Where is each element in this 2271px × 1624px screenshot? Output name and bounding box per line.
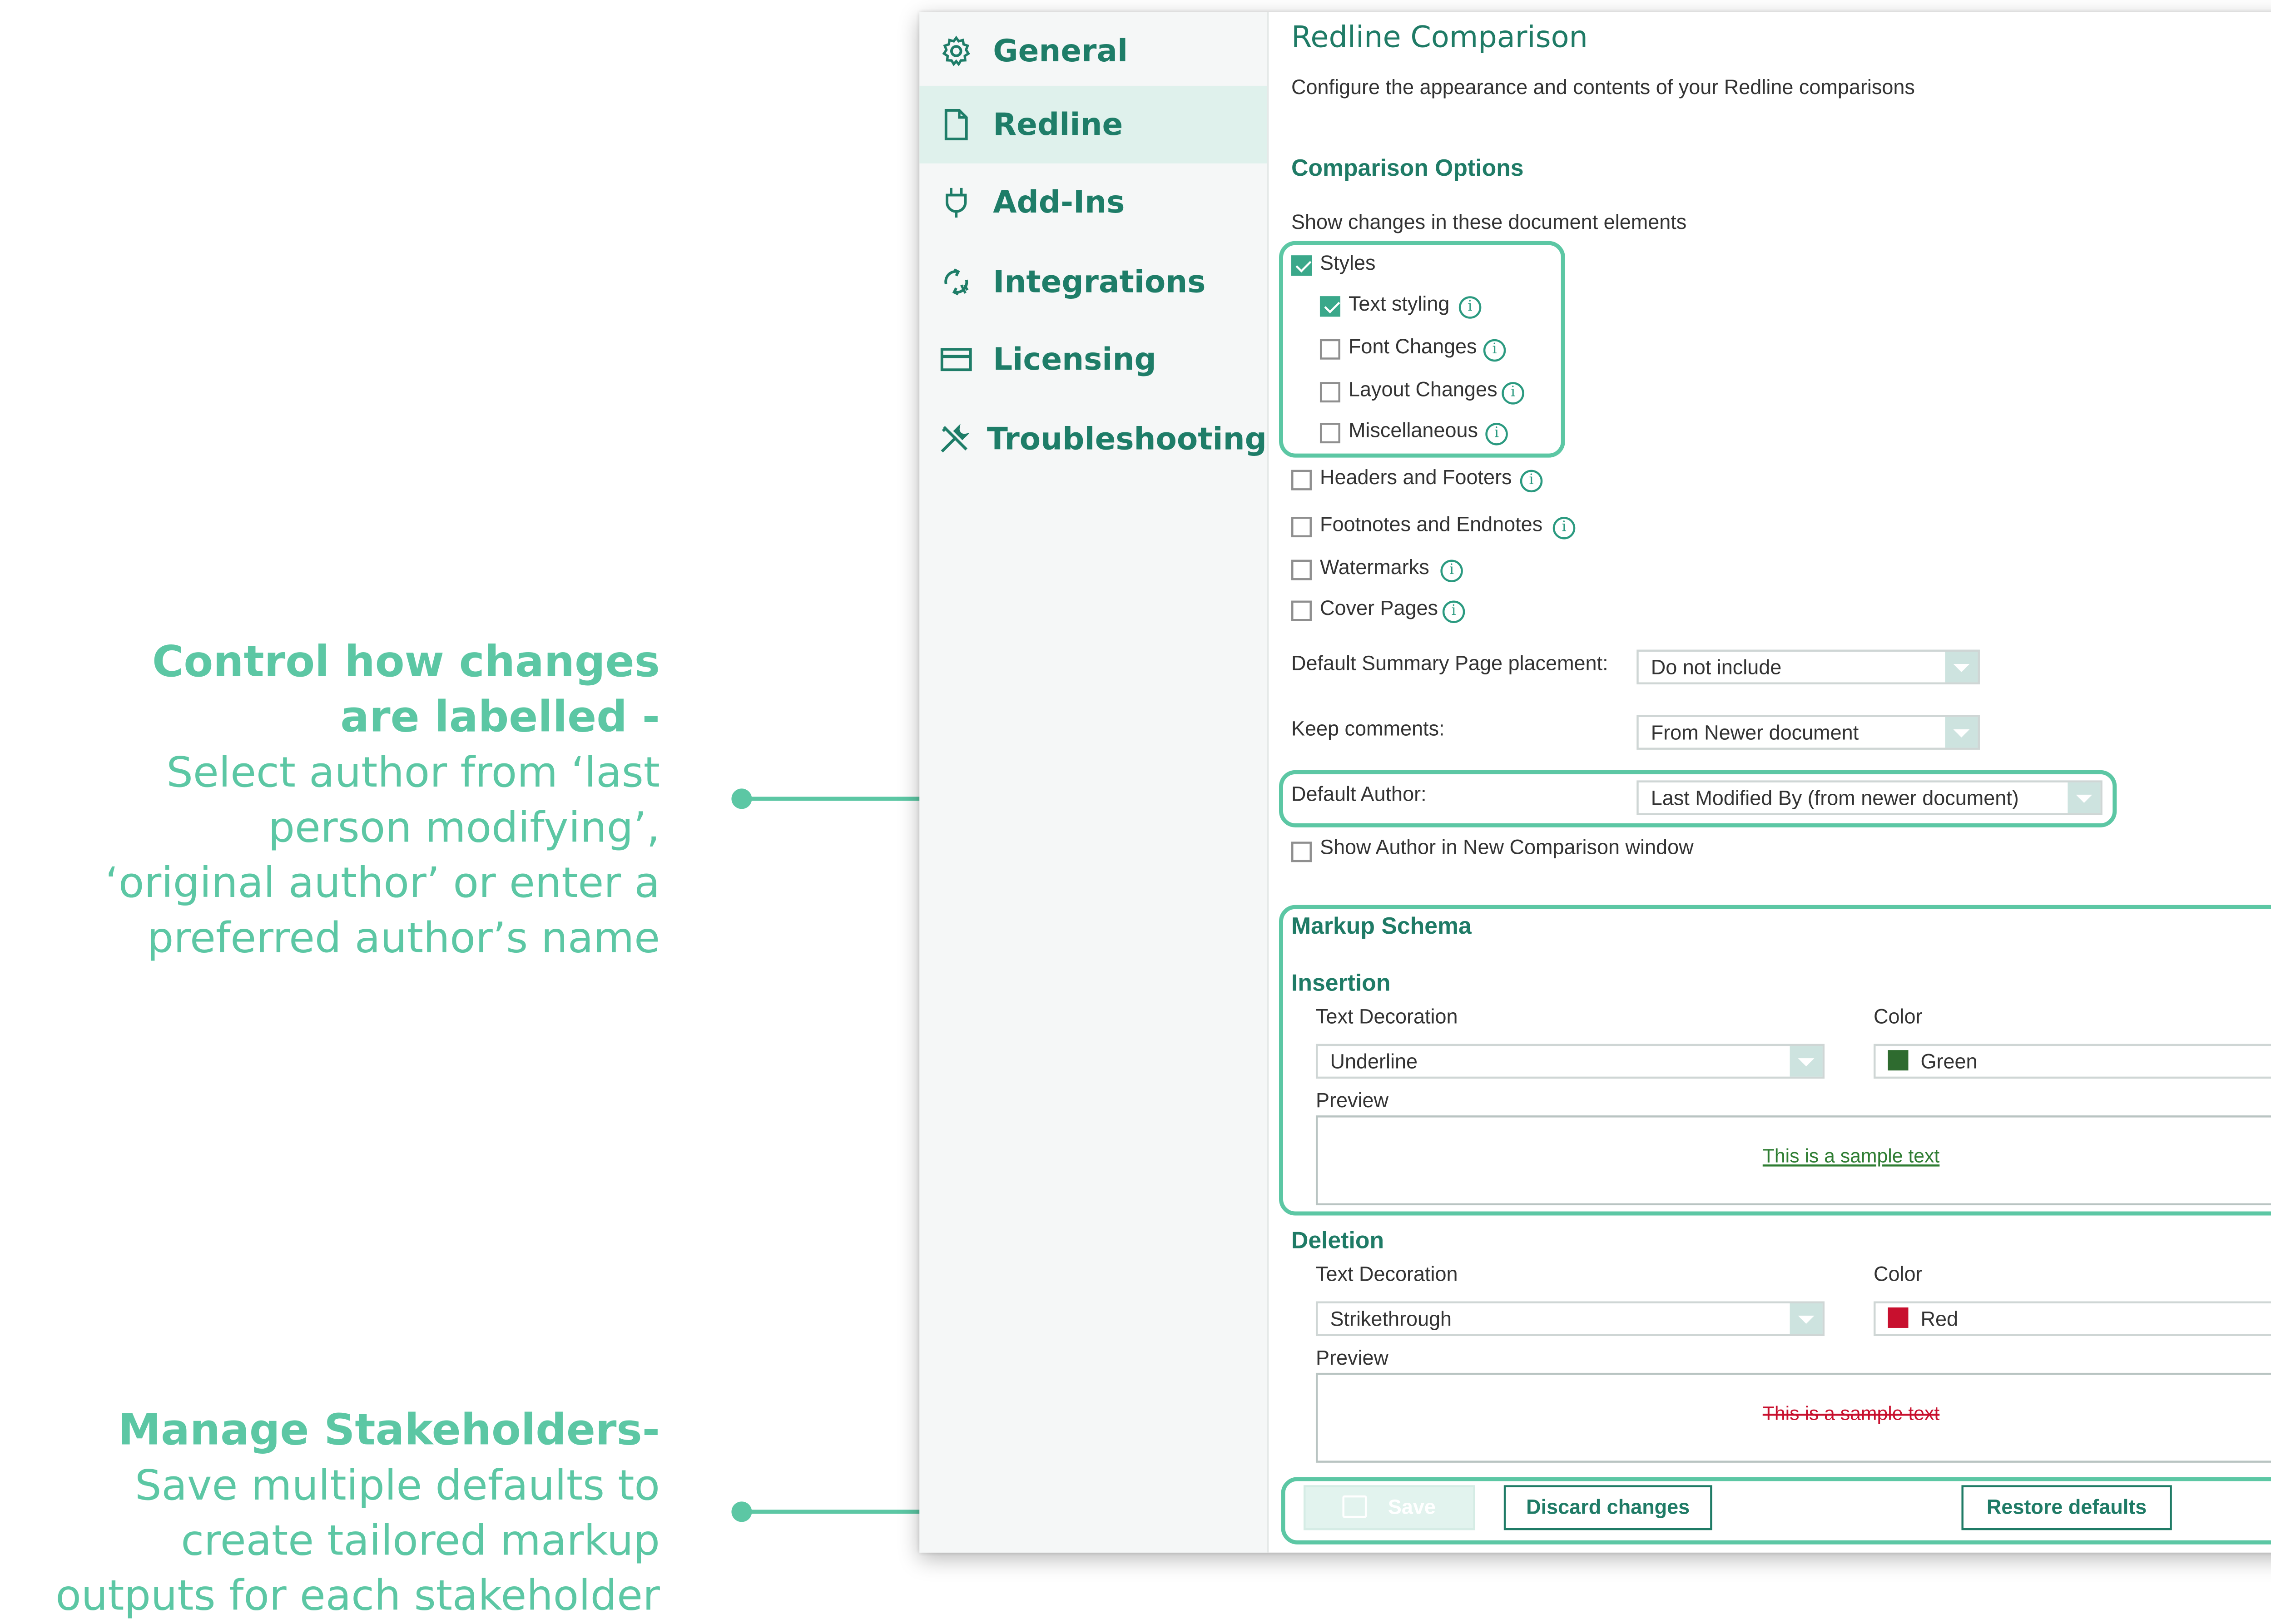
annotation-text: Select author from ‘last bbox=[166, 748, 660, 797]
sidebar-item-licensing[interactable] bbox=[919, 321, 1267, 398]
field-label: Text Decoration bbox=[1315, 1264, 1458, 1287]
field-label: Keep comments: bbox=[1291, 719, 1445, 742]
annotation-text: Save multiple defaults to bbox=[134, 1461, 660, 1510]
field-label: Preview bbox=[1315, 1091, 1389, 1114]
color-swatch bbox=[1888, 1308, 1909, 1329]
sidebar-item-troubleshooting[interactable] bbox=[919, 401, 1267, 478]
info-icon[interactable]: i bbox=[1443, 601, 1465, 623]
page-title: Redline Comparison bbox=[1291, 22, 1588, 55]
annotation-text: create tailored markup bbox=[181, 1515, 660, 1565]
field-label: Show changes in these document elements bbox=[1291, 212, 1687, 235]
deletion-preview bbox=[1316, 1373, 2271, 1463]
connector-dot bbox=[731, 788, 752, 809]
sidebar-item-label: Integrations bbox=[993, 263, 1206, 301]
show-author-checkbox[interactable] bbox=[1291, 842, 1312, 862]
checkbox-label: Font Changes bbox=[1348, 337, 1477, 360]
sidebar-item-redline[interactable] bbox=[919, 86, 1267, 163]
field-label: Default Summary Page placement: bbox=[1291, 654, 1608, 676]
sidebar-item-label: Troubleshooting bbox=[987, 421, 1267, 458]
checkbox-label: Show Author in New Comparison window bbox=[1319, 837, 1694, 860]
checkbox-label: Watermarks bbox=[1319, 558, 1429, 580]
sidebar-item-label: Redline bbox=[993, 106, 1123, 143]
sidebar-item-label: General bbox=[993, 32, 1128, 69]
checkbox-label: Footnotes and Endnotes bbox=[1319, 515, 1543, 538]
select-value: Red bbox=[1920, 1309, 1959, 1332]
info-icon[interactable]: i bbox=[1553, 517, 1575, 539]
watermarks-checkbox[interactable] bbox=[1291, 560, 1312, 580]
annotation-labelled bbox=[0, 635, 660, 966]
gear-icon bbox=[919, 35, 993, 67]
page-subtitle: Configure the appearance and contents of your Redline comparisons bbox=[1291, 77, 1915, 100]
select-value: Last Modified By (from newer document) bbox=[1651, 788, 2019, 811]
preview-text: This is a sample text bbox=[1762, 1146, 1940, 1169]
document-icon bbox=[919, 108, 993, 141]
discard-changes-button[interactable]: Discard changes bbox=[1504, 1485, 1712, 1530]
select-value: Do not include bbox=[1651, 658, 1782, 680]
checkbox-label: Miscellaneous bbox=[1348, 421, 1478, 444]
select-value: Green bbox=[1920, 1052, 1978, 1075]
sidebar-item-integrations[interactable] bbox=[919, 243, 1267, 321]
field-label: Text Decoration bbox=[1315, 1007, 1458, 1030]
info-icon[interactable]: i bbox=[1483, 339, 1506, 361]
annotation-text: outputs for each stakeholder bbox=[55, 1571, 660, 1620]
sidebar-item-general[interactable] bbox=[919, 12, 1267, 90]
annotation-heading: are labelled - bbox=[340, 692, 660, 742]
annotation-text: person modifying’, bbox=[268, 802, 660, 852]
checkbox-label: Text styling bbox=[1348, 294, 1450, 317]
info-icon[interactable]: i bbox=[1520, 470, 1542, 492]
footnotes-checkbox[interactable] bbox=[1291, 517, 1312, 537]
field-label: Color bbox=[1874, 1007, 1923, 1030]
sidebar bbox=[919, 12, 1269, 1553]
info-icon[interactable]: i bbox=[1485, 423, 1507, 445]
chevron-down-icon bbox=[1945, 717, 1978, 748]
sidebar-item-label: Licensing bbox=[993, 341, 1156, 378]
section-heading: Markup Schema bbox=[1291, 915, 1472, 940]
deletion-heading: Deletion bbox=[1291, 1230, 1384, 1255]
markup-schema-highlight bbox=[1279, 905, 2271, 1216]
chevron-down-icon bbox=[1945, 652, 1978, 682]
annotation-text: ‘original author’ or enter a bbox=[105, 858, 660, 907]
checkbox-label: Cover Pages bbox=[1319, 599, 1438, 621]
card-icon bbox=[919, 345, 993, 374]
select-value: From Newer document bbox=[1651, 723, 1859, 746]
deletion-decoration-select[interactable] bbox=[1316, 1301, 1825, 1336]
sidebar-item-add-ins[interactable] bbox=[919, 163, 1267, 241]
checkbox-label: Headers and Footers bbox=[1319, 468, 1512, 490]
field-label: Preview bbox=[1315, 1348, 1389, 1371]
field-label: Default Author: bbox=[1291, 784, 1427, 807]
info-icon[interactable]: i bbox=[1502, 382, 1524, 404]
checkbox-label: Styles bbox=[1319, 253, 1376, 276]
select-value: Underline bbox=[1330, 1052, 1418, 1075]
info-icon[interactable]: i bbox=[1440, 560, 1463, 582]
select-value: Strikethrough bbox=[1330, 1309, 1452, 1332]
deletion-color-select[interactable] bbox=[1874, 1301, 2271, 1336]
cover-pages-checkbox[interactable] bbox=[1291, 601, 1312, 621]
default-author-highlight bbox=[1279, 770, 2117, 827]
buttons-highlight bbox=[1281, 1477, 2271, 1544]
tools-icon bbox=[919, 423, 987, 456]
keep-comments-select[interactable] bbox=[1636, 715, 1980, 749]
integrations-icon bbox=[919, 266, 993, 298]
annotation-text: preferred author’s name bbox=[147, 913, 660, 962]
field-label: Color bbox=[1874, 1264, 1923, 1287]
settings-window bbox=[919, 12, 2271, 1553]
section-heading: Comparison Options bbox=[1291, 157, 1524, 182]
restore-defaults-button[interactable]: Restore defaults bbox=[1961, 1485, 2172, 1530]
chevron-down-icon bbox=[1790, 1303, 1823, 1334]
annotation-stakeholders bbox=[0, 1403, 660, 1624]
preview-text: This is a sample text bbox=[1762, 1403, 1940, 1426]
sidebar-item-label: Add-Ins bbox=[993, 183, 1125, 221]
insertion-heading: Insertion bbox=[1291, 972, 1391, 997]
annotation-heading: Manage Stakeholders- bbox=[118, 1405, 660, 1455]
connector-dot bbox=[731, 1501, 752, 1522]
button-label: Save bbox=[1388, 1497, 1436, 1520]
info-icon[interactable]: i bbox=[1459, 296, 1481, 318]
headers-footers-checkbox[interactable] bbox=[1291, 470, 1312, 490]
styles-highlight bbox=[1279, 241, 1565, 458]
summary-placement-select[interactable] bbox=[1636, 649, 1980, 684]
annotation-heading: Control how changes bbox=[152, 637, 660, 687]
plug-icon bbox=[919, 186, 993, 218]
settings-content bbox=[1267, 12, 2271, 1553]
checkbox-label: Layout Changes bbox=[1348, 380, 1497, 403]
